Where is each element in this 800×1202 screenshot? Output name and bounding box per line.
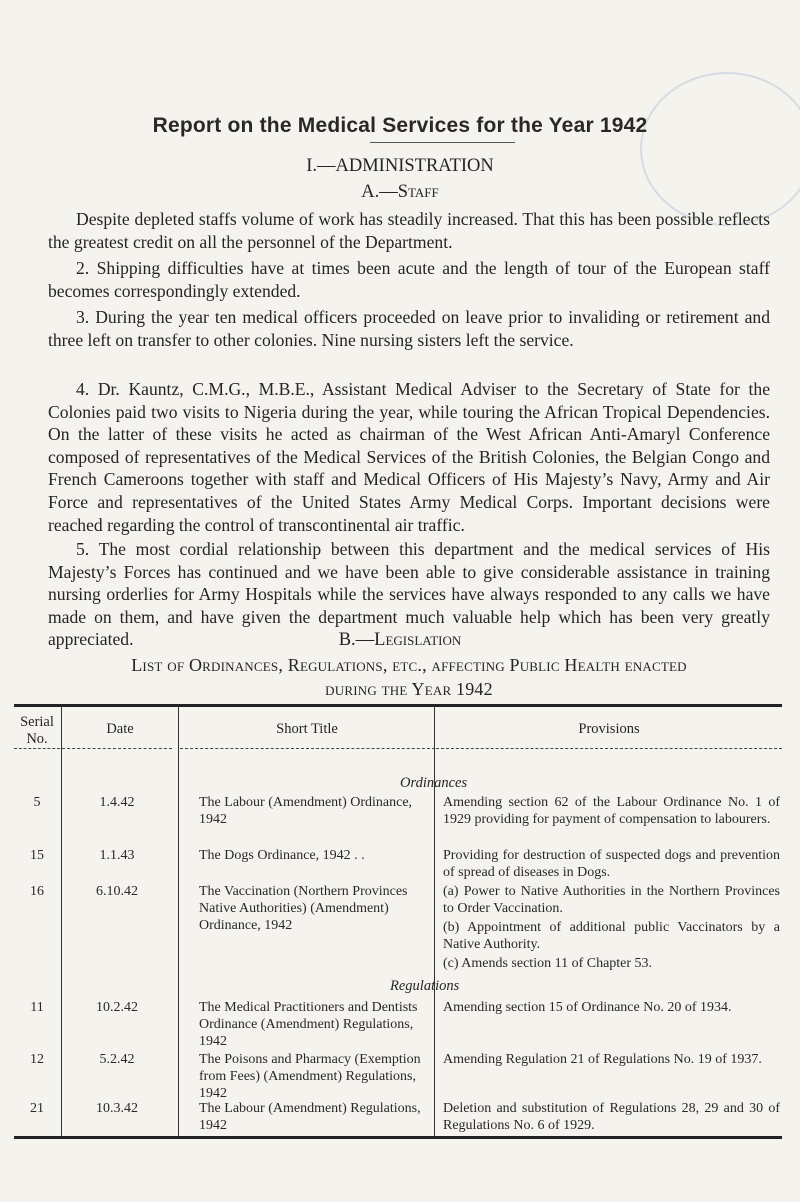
- section-legislation: B.—Legislation: [338, 630, 462, 650]
- column-divider-3: [434, 706, 435, 1136]
- row-3-provisions-b: (b) Appointment of additional public Vaccinators by a Native Authority.: [443, 920, 780, 952]
- table-bottom-rule: [14, 1136, 782, 1139]
- row-5-provisions: Amending Regulation 21 of Regulations No. 19 of 1937.: [443, 1052, 762, 1067]
- list-title-line-2: during the Year 1942: [325, 679, 493, 699]
- column-divider-1: [61, 706, 62, 1136]
- title-rule: [370, 142, 515, 143]
- report-title: Report on the Medical Services for the Year 1942: [152, 114, 648, 137]
- sub-label-ordinances: Ordinances: [400, 775, 468, 791]
- header-rule-provisions: [436, 748, 782, 749]
- row-1-serial: 5: [33, 795, 41, 810]
- header-short-title: Short Title: [276, 721, 338, 737]
- paragraph-1: Despite depleted staffs volume of work has steadily increased. That this has been possible reflects the greatest credit on all the personnel of the Department.: [48, 209, 770, 252]
- header-provisions: Provisions: [578, 721, 640, 737]
- row-4-provisions: Amending section 15 of Ordinance No. 20 of 1934.: [443, 1000, 732, 1015]
- row-1-date: 1.4.42: [99, 795, 135, 810]
- row-1-title: The Labour (Amendment) Ordinance, 1942: [199, 795, 413, 827]
- header-rule-title: [180, 748, 435, 749]
- row-2-title: The Dogs Ordinance, 1942 . .: [199, 848, 365, 863]
- row-6-title: The Labour (Amendment) Regulations, 1942: [199, 1101, 421, 1133]
- row-3-provisions-a: (a) Power to Native Authorities in the Northern Provinces to Order Vaccination.: [443, 884, 780, 916]
- sub-label-regulations: Regulations: [390, 978, 460, 994]
- row-6-date: 10.3.42: [96, 1101, 138, 1116]
- row-6-serial: 21: [30, 1101, 44, 1116]
- paragraph-5: 5. The most cordial relationship between this department and the medical services of His Majesty’s Forces has continued and we have been able to give considerable assistance in training nursing orderlies for Army Hospitals while the services have always responded to any calls we have made on them, and have given the department much valuable help which has been very greatly appreciated.: [48, 539, 770, 650]
- section-administration: I.—ADMINISTRATION: [306, 156, 494, 176]
- row-2-serial: 15: [30, 848, 44, 863]
- paragraph-2: 2. Shipping difficulties have at times been acute and the length of tour of the European staff becomes correspondingly extended.: [48, 258, 770, 301]
- row-3-serial: 16: [30, 884, 44, 899]
- row-4-title: The Medical Practitioners and Dentists Ordinance (Amendment) Regulations, 1942: [199, 1000, 418, 1049]
- row-2-date: 1.1.43: [99, 848, 135, 863]
- header-serial: Serial No.: [20, 714, 54, 747]
- header-rule-serial: [14, 748, 60, 749]
- column-divider-2: [178, 706, 179, 1136]
- section-staff: A.—Staff: [361, 182, 439, 202]
- paragraph-3: 3. During the year ten medical officers proceeded on leave prior to invaliding or retirement and three left on transfer to other colonies. Nine nursing sisters left the service.: [48, 307, 770, 350]
- table-top-rule: [14, 704, 782, 707]
- list-title-line-1: List of Ordinances, Regulations, etc., affecting Public Health enacted: [131, 655, 687, 675]
- row-2-provisions: Providing for destruction of suspected dogs and prevention of spread of diseases in Dogs.: [443, 848, 780, 880]
- row-1-provisions: Amending section 62 of the Labour Ordinance No. 1 of 1929 providing for payment of compensation to labourers.: [443, 795, 780, 827]
- row-4-date: 10.2.42: [96, 1000, 138, 1015]
- header-rule-date: [62, 748, 172, 749]
- row-6-provisions: Deletion and substitution of Regulations 28, 29 and 30 of Regulations No. 6 of 1929.: [443, 1101, 780, 1133]
- row-3-date: 6.10.42: [96, 884, 138, 899]
- row-3-provisions-c: (c) Amends section 11 of Chapter 53.: [443, 956, 653, 971]
- row-4-serial: 11: [30, 1000, 44, 1015]
- header-date: Date: [106, 721, 134, 737]
- row-5-serial: 12: [30, 1052, 44, 1067]
- row-3-title: The Vaccination (Northern Provinces Native Authorities) (Amendment) Ordinance, 1942: [199, 884, 408, 933]
- row-5-title: The Poisons and Pharmacy (Exemption from Fees) (Amendment) Regulations, 1942: [199, 1052, 421, 1101]
- row-5-date: 5.2.42: [99, 1052, 135, 1067]
- paragraph-4: 4. Dr. Kauntz, C.M.G., M.B.E., Assistant Medical Adviser to the Secretary of State for the Colonies paid two visits to Nigeria during the year, while touring the African Tropical Dependencies. On the latter of these visits he acted as chairman of the West African Anti-Amaryl Conference composed of representatives of the Medical Services of the British Colonies, the Belgian Congo and French Cameroons together with staff and Medical Officers of His Majesty’s Navy, Army and Air Force and representatives of the United States Army Medical Corps. Important decisions were reached regarding the control of transcontinental air traffic.: [48, 379, 770, 535]
